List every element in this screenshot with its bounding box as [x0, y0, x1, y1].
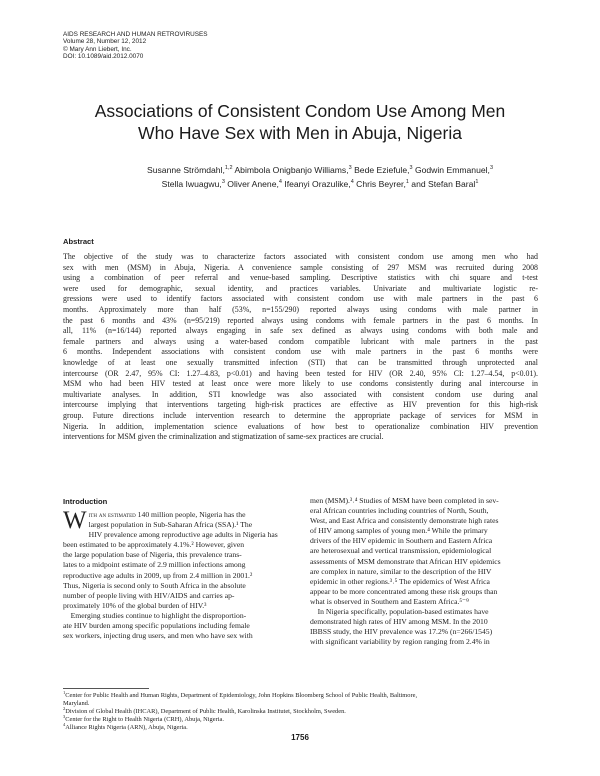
intro-right-line: demonstrated high rates of HIV among MSM. In the 2010 [310, 617, 488, 627]
author-affiliation: 3 [409, 165, 413, 172]
author-name: Susanne Strömdahl, [147, 165, 225, 175]
intro-right-line: with significant variability by region ranging from 2.4% in [310, 637, 490, 647]
intro-left-line: Thus, Nigeria is second only to South Africa in the absolute [63, 580, 246, 590]
intro-right-line: West, and East Africa and consistently demonstrate high rates [310, 516, 499, 526]
intro-left-line: sex workers, injecting drug users, and men who have sex with [63, 631, 253, 641]
footnote-text: Center for Public Health and Human Rights, Department of Epidemiology, John Hopkins Bloomberg School of Public Health, Baltimore, [65, 692, 418, 699]
abstract-line: were used for demographic, sexual identity, and practices variables. Univariate and multivariate logistic re- [63, 283, 538, 293]
author-affiliation: 4 [350, 179, 354, 186]
abstract-line: intercourse (OR 2.47, 95% CI: 1.27–4.83, p<0.01) and having been tested for HIV (OR 2.40, 95% CI: 1.27–4.54, p<0.01). [63, 368, 538, 378]
intro-left-line: been estimated to be approximately 4.1%.² However, given [63, 540, 245, 550]
footnote-rule [63, 688, 149, 689]
abstract-line: group. Future directions include intervention research to determine the appropriate package of services for MSM in [63, 410, 538, 420]
intro-left-line: largest population in Sub-Saharan Africa (SSA).¹ The [88, 520, 253, 530]
intro-left-lines [63, 520, 290, 641]
author-affiliation: 1 [475, 179, 479, 186]
intro-right-line: what is observed in Southern and Eastern Africa.⁵⁻⁹ [310, 596, 469, 606]
abstract-line: The objective of the study was to characterize factors associated with consistent condom use among men who had [63, 252, 538, 261]
footnote [63, 724, 543, 732]
intro-right-line: drivers of the HIV epidemic in Southern and Eastern Africa [310, 536, 493, 546]
author-line-1 [95, 163, 545, 177]
intro-right-line: appear to be more concentrated among these risk groups than [310, 586, 498, 596]
intro-first-paragraph-start [63, 507, 290, 641]
abstract-line: intercourse implying that interventions targeting high-risk practices are effective as HIV prevention for this high-risk [63, 400, 538, 410]
author-line-2 [95, 177, 545, 191]
footnote [63, 700, 543, 708]
author-affiliation: 1 [405, 179, 409, 186]
intro-left-line: ate HIV burden among specific populations including female [63, 621, 250, 631]
article-title [40, 100, 560, 144]
intro-right-line: eral African countries including countries of North, South, [310, 506, 489, 516]
journal-header [63, 31, 363, 60]
abstract-line: multivariate analyses. In addition, STI knowledge was also associated with consistent condom use during anal [63, 389, 538, 399]
page-number: 1756 [291, 733, 309, 742]
intro-smallcaps: ith an estimated [88, 510, 136, 519]
title-line-1: Associations of Consistent Condom Use Among Men [94, 101, 506, 121]
intro-left-line: Emerging studies continue to highlight the disproportion- [63, 610, 247, 620]
intro-right-line: epidemic in other regions.³˒⁵ The epidemics of West Africa [310, 576, 490, 586]
journal-copyright: © Mary Ann Liebert, Inc. [63, 45, 132, 53]
abstract-line: MSM who had been HIV tested at least once were more likely to use condoms consistently during anal intercourse in [63, 379, 538, 389]
intro-right-line: men (MSM).³˒⁴ Studies of MSM have been completed in sev- [310, 496, 499, 505]
author-name: Oliver Anene, [227, 179, 279, 189]
author-name: Stella Iwuagwu, [161, 179, 222, 189]
footnote-text: Center for the Right to Health Nigeria (CRH), Abuja, Nigeria. [65, 716, 224, 724]
author-affiliation: 3 [348, 165, 352, 172]
intro-right-line: of HIV among samples of young men.⁴ While the primary [310, 526, 488, 536]
author-affiliation: 1,2 [224, 165, 233, 172]
intro-left-line: number of people living with HIV/AIDS and carries ap- [63, 590, 235, 600]
intro-right-line: assessments of MSM demonstrate that African HIV epidemics [310, 556, 501, 566]
abstract-heading: Abstract [63, 237, 94, 246]
author-affiliation: 3 [489, 165, 493, 172]
journal-doi: DOI: 10.1089/aid.2012.0070 [63, 52, 144, 60]
intro-right-line: are heterosexual and vertical transmission, epidemiological [310, 546, 492, 556]
author-name: Abimbola Onigbanjo Williams, [234, 165, 349, 175]
intro-left-line: the large population base of Nigeria, this prevalence trans- [63, 550, 242, 560]
title-line-2: Who Have Sex with Men in Abuja, Nigeria [138, 123, 462, 143]
footnote-marker: 1 [63, 689, 66, 695]
intro-right-column [310, 496, 537, 647]
intro-first-line: 140 million people, Nigeria has the [135, 510, 246, 519]
author-name: Godwin Emmanuel, [414, 165, 490, 175]
abstract-line: interventions for MSM given the criminalization and stigmatization of same-sex practices are crucial. [63, 432, 384, 442]
author-name: Bede Eziefule, [354, 165, 410, 175]
author-affiliation: 4 [278, 179, 282, 186]
intro-left-line: HIV prevalence among reproductive age adults in Nigeria has [88, 530, 278, 540]
abstract-line: female partners and always using a water-based condom compatible lubricant with male partners in the past [63, 336, 538, 346]
intro-right-line: In Nigeria specifically, population-based estimates have [310, 607, 489, 617]
abstract-line: gressions were used to identify factors associated with consistent condom use with male partners in the past 6 [63, 294, 538, 304]
intro-left-line: reproductive age adults in 2009, up from 2.4 million in 2001.² [63, 570, 253, 580]
intro-right-line: are complex in nature, similar to the description of the HIV [310, 566, 492, 576]
footnote-marker: 2 [63, 706, 66, 712]
journal-volume: Volume 28, Number 12, 2012 [63, 38, 147, 46]
intro-left-line: lates to a midpoint estimate of 2.9 million infections among [63, 560, 246, 570]
abstract-line: sex with men (MSM) in Abuja, Nigeria. A convenience sample consisting of 297 MSM was recruited during 2008 [63, 262, 538, 272]
author-name: and Stefan Baral [411, 179, 476, 189]
footnote-text: Alliance Rights Nigeria (ARN), Abuja, Nigeria. [65, 724, 188, 732]
abstract-line: months. Approximately more than half (53%, n=155/290) reported always using condoms with male partner in [63, 304, 538, 314]
author-name: Chris Beyrer, [356, 179, 406, 189]
abstract-line: Nigeria. In addition, implementation science evaluations of how best to operationalize combination HIV prevention [63, 421, 538, 431]
footnote-marker: 4 [63, 722, 66, 728]
footnotes [63, 689, 543, 732]
footnote [63, 689, 543, 700]
drop-cap: W [63, 507, 87, 534]
author-affiliation: 3 [221, 179, 225, 186]
author-name: Ifeanyi Orazulike, [284, 179, 351, 189]
abstract-line: 6 months. Independent associations with consistent condom use with male partners in the past 6 months were [63, 347, 538, 357]
abstract-line: knowledge of at least one sexually transmitted infection (STI) that can be transmitted through unprotected anal [63, 357, 538, 367]
abstract-body [63, 252, 538, 443]
abstract-line: using a combination of peer referral and venue-based sampling. Descriptive statistics with chi square and t-test [63, 273, 538, 283]
intro-left-line: proximately 10% of the global burden of HIV.³ [63, 600, 207, 610]
intro-left-column [63, 507, 290, 641]
abstract-line: all, 11% (n=16/144) reported always engaging in safe sex defined as always using condoms with both male and [63, 326, 538, 336]
footnote-text: Division of Global Health (IHCAR), Department of Public Health, Karolinska Institutet, Stockholm, Sweden. [65, 708, 346, 716]
intro-right-line: IBBSS study, the HIV prevalence was 17.2% (n=266/1545) [310, 627, 493, 637]
footnote-text: Maryland. [63, 700, 90, 708]
author-list [95, 163, 545, 191]
footnote-marker: 3 [63, 714, 66, 720]
journal-name: AIDS RESEARCH AND HUMAN RETROVIRUSES [63, 31, 208, 38]
abstract-line: the past 6 months and 43% (n=95/219) reported always using condoms with female partners in the past 6 months. In [63, 315, 538, 325]
introduction-heading: Introduction [63, 497, 108, 506]
